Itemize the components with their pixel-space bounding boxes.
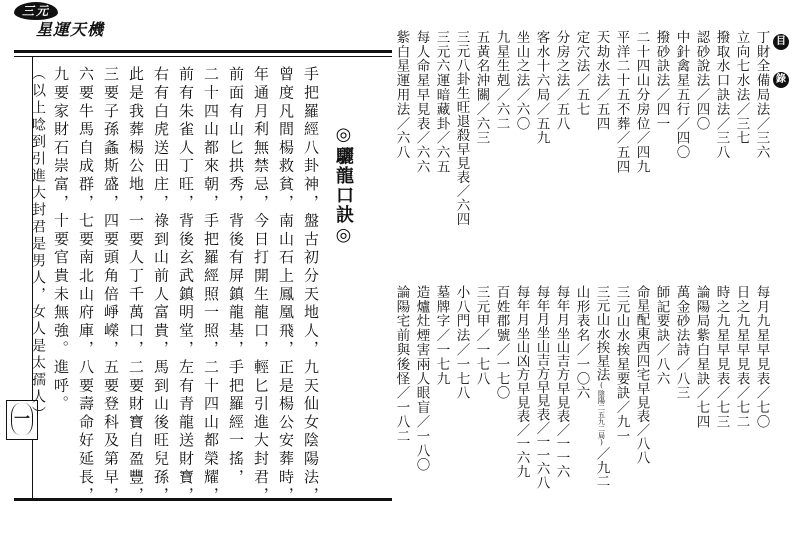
toc-entry: 紫白星運用法／六八 xyxy=(393,30,410,160)
body-column: 此是我葬楊公地，一要人丁千萬口，二要財寶自盈豐， xyxy=(127,66,145,506)
body-note-column: （以上唸到引進大封君是男人，女人是太孺人） xyxy=(30,66,46,423)
toc-entry: 造爐灶煙害兩人眼盲／一八〇 xyxy=(413,285,430,473)
frame-inner-rule xyxy=(14,56,392,57)
side-mark-mu: 目 xyxy=(773,34,789,50)
toc-entry: 撥砂訣法／四一 xyxy=(653,30,670,131)
toc-entry: 客水十六局／五九 xyxy=(533,30,550,146)
page-number: 一 xyxy=(13,409,30,428)
toc-entry: 三元六運暗藏卦／六五 xyxy=(433,30,450,174)
toc-entry: 論陽局紫白星訣／七四 xyxy=(693,285,710,429)
body-column: 九要家財石崇富，十要官貴未無強。進呼。 xyxy=(52,66,70,414)
toc-entry: 五黃名沖關／六三 xyxy=(473,30,490,146)
toc-entry: 立向七水法／三七 xyxy=(733,30,750,146)
toc-entry: 論陽宅前與後怪／一八二 xyxy=(393,285,410,444)
toc-entry-with-note xyxy=(594,285,608,488)
toc-entry: 二十四山分房位／四九 xyxy=(633,30,650,174)
toc-entry: 每年月坐山吉方早見表／一一六 xyxy=(553,285,570,479)
body-column: 六要牛馬自成群，七要南北山府庫，八要壽命好延長， xyxy=(77,66,95,506)
toc-entry: 每年月坐山凶方早見表／一六九 xyxy=(513,285,530,479)
body-column: 曾度凡間楊救貧，南山石上鳳凰飛，正是楊公安葬時， xyxy=(277,66,295,506)
toc-entry: 丁財全備局法／三六 xyxy=(753,30,770,160)
toc-entry-text: 三元山水挨星法 xyxy=(593,285,610,382)
toc-entry: 萬金砂法詩／八三 xyxy=(673,285,690,401)
toc-entry: 天劫水法／五四 xyxy=(593,30,610,131)
logo-name: 星運天機 xyxy=(36,20,105,39)
toc-entry: 坐山之法／六〇 xyxy=(513,30,530,131)
toc-entry: 每月九星早見表／七〇 xyxy=(753,285,770,429)
body-column: 前有朱雀人丁旺，背後玄武鎮明堂，左有青龍送財寶， xyxy=(177,66,195,506)
toc-entry: 每人命星早見表／六六 xyxy=(413,30,430,174)
toc-entry-page: ／九二 xyxy=(593,446,610,489)
header-logo xyxy=(14,2,104,42)
toc-entry: 中針禽星五行／四〇 xyxy=(673,30,690,160)
body-column: 手把羅經八卦神，盤古初分天地人，九天仙女陰陽法， xyxy=(302,66,320,506)
body-column: 三要子孫螽斯盛，四要頭角倍崢嶸，五要登科及第早， xyxy=(102,66,120,506)
toc-entry: 師記要訣／八六 xyxy=(653,285,670,386)
toc-entry: 三元山水挨星要訣／九一 xyxy=(613,285,630,444)
toc-entry: 時之九星早見表／七三 xyxy=(713,285,730,429)
side-mark-lu: 錄 xyxy=(773,72,789,88)
toc-entry: 撥取水口訣法／三八 xyxy=(713,30,730,160)
body-column: 年通月利無禁忌，今日打開生龍口，輕匕引進大封君， xyxy=(252,66,270,506)
toc-entry: 三元甲／一七八 xyxy=(473,285,490,386)
body-column: 右有白虎送田庄，祿到山前人富貴，馬到山後旺兒孫， xyxy=(152,66,170,506)
toc-entry: 百姓郡號／一七〇 xyxy=(493,285,510,401)
toc-entry: 墓牌字／一七九 xyxy=(433,285,450,386)
toc-entry: 每年月坐山吉方早見表／一一六八 xyxy=(533,285,550,489)
toc-entry-note: (陰陽二五九二局) xyxy=(597,381,606,447)
toc-entry: 三元八卦生旺退殺早見表／六四 xyxy=(453,30,470,226)
toc-entry: 平洋二十五不葬／五四 xyxy=(613,30,630,174)
section-title: ◎驪龍口訣◎ xyxy=(333,124,354,247)
toc-entry: 定穴法／五七 xyxy=(573,30,590,117)
body-column: 前面有山匕拱秀，背後有屏鎮龍基，手把羅經一搖， xyxy=(227,66,245,487)
frame-top-rule xyxy=(14,50,392,53)
toc-entry: 命星配東西四宅早見表／八八 xyxy=(633,285,650,465)
toc-entry: 小八門法／一七八 xyxy=(453,285,470,401)
toc-entry: 分房之法／五八 xyxy=(553,30,570,131)
toc-entry: 九星生剋／六二 xyxy=(493,30,510,131)
toc-entry: 日之九星早見表／七二 xyxy=(733,285,750,429)
toc-entry: 山形表名／一〇六 xyxy=(573,285,590,401)
body-column: 二十四山都來朝，手把羅經照一照，二十四山都榮耀， xyxy=(202,66,220,506)
logo-badge: 三元 xyxy=(14,2,58,20)
toc-entry: 認砂說法／四〇 xyxy=(693,30,710,131)
